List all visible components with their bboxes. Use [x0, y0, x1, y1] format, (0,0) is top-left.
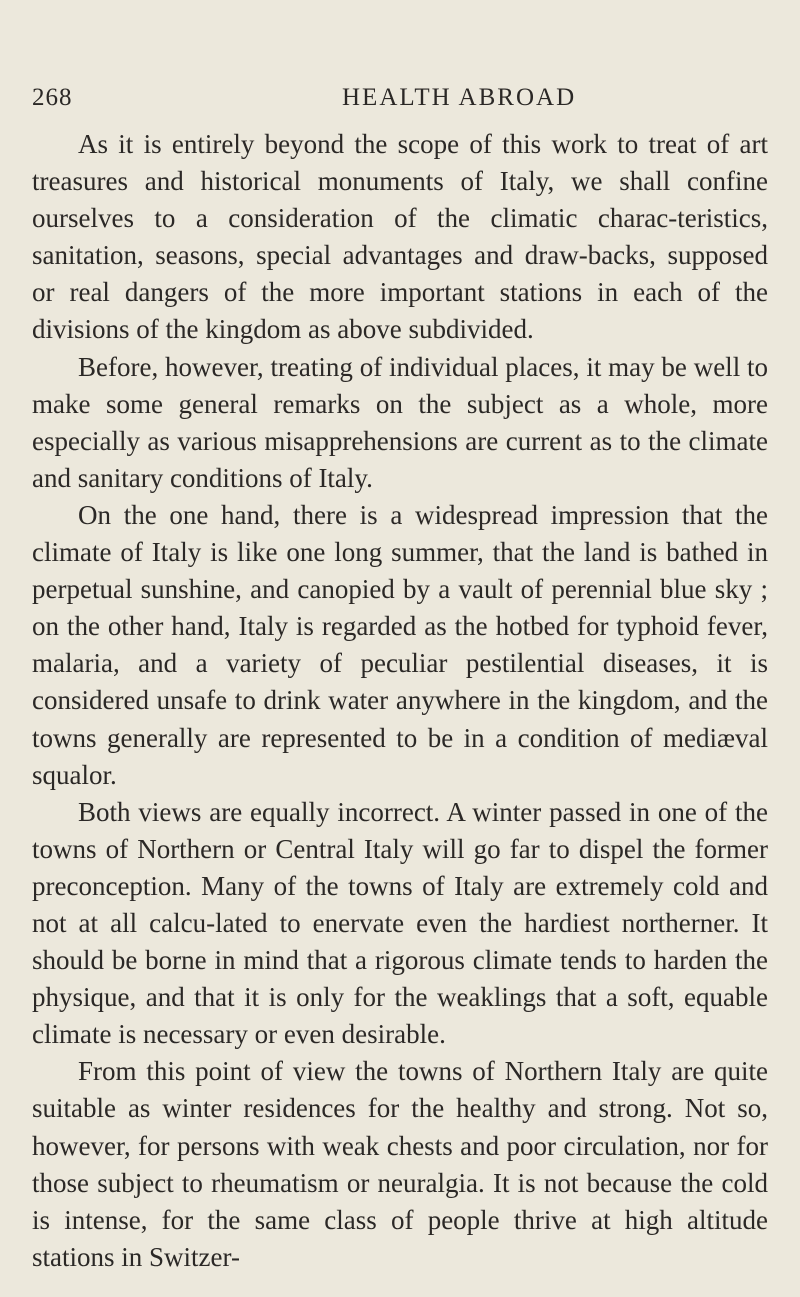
running-head: HEALTH ABROAD [342, 84, 577, 111]
page-header [32, 84, 768, 124]
paragraph-3: On the one hand, there is a widespread impression that the climate of Italy is like one long summer, that the land is bathed in perpetual sunshine, and canopied by a vault of perennial blue sky ; on the other hand, Italy is regarded as the hotbed for typhoid fever, malaria, and a variety of peculiar pestilential diseases, it is considered unsafe to drink water anywhere in the kingdom, and the towns generally are represented to be in a condition of mediæval squalor. [32, 499, 768, 790]
paragraph-2: Before, however, treating of individual places, it may be well to make some general remarks on the subject as a whole, more especially as various misapprehensions are current as to the climate and sanitary conditions of Italy. [32, 351, 768, 493]
body-text [32, 126, 768, 1276]
paragraph-4: Both views are equally incorrect. A winter passed in one of the towns of Northern or Central Italy will go far to dispel the former preconception. Many of the towns of Italy are extremely cold and not at all calcu-lated to enervate even the hardiest northerner. It should be borne in mind that a rigorous climate tends to harden the physique, and that it is only for the weaklings that a soft, equable climate is necessary or even desirable. [32, 796, 768, 1050]
paragraph-5: From this point of view the towns of Northern Italy are quite suitable as winter residences for the healthy and strong. Not so, however, for persons with weak chests and poor circulation, nor for those subject to rheumatism or neuralgia. It is not because the cold is intense, for the same class of people thrive at high altitude stations in Switzer- [32, 1056, 768, 1272]
page-number: 268 [32, 84, 73, 111]
paragraph-1: As it is entirely beyond the scope of this work to treat of art treasures and historical monuments of Italy, we shall confine ourselves to a consideration of the climatic charac-teristics, sanitation, seasons, special advantages and draw-backs, supposed or real dangers of the more important stations in each of the divisions of the kingdom as above subdivided. [32, 129, 768, 345]
